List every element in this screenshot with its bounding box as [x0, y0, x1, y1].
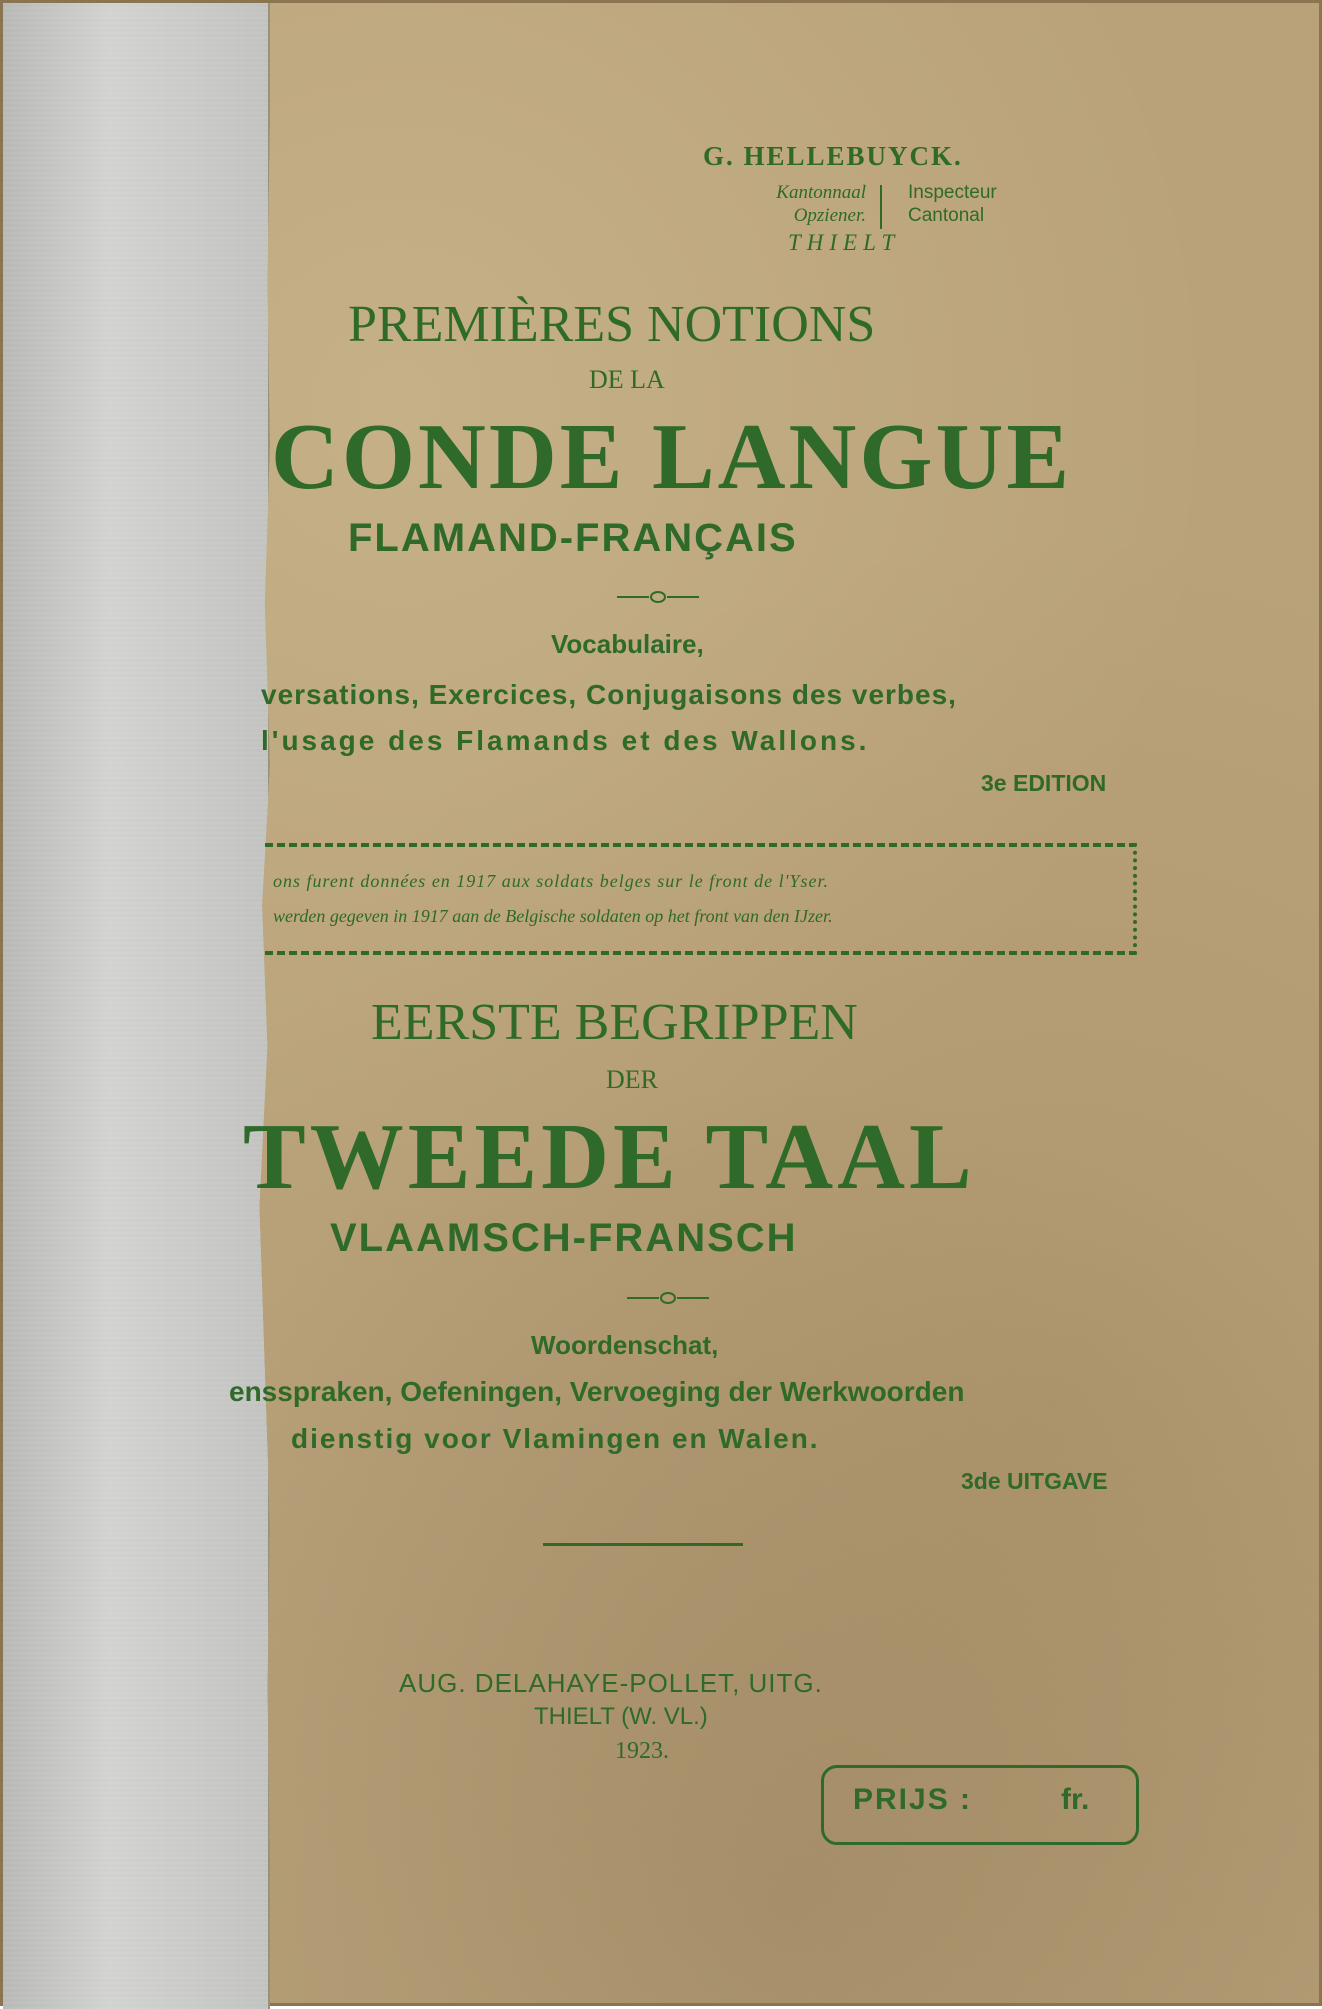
- author-title-fr-line1: Inspecteur: [908, 182, 997, 203]
- french-edition: 3e EDITION: [981, 770, 1107, 796]
- dutch-vocab: Woordenschat,: [531, 1330, 719, 1360]
- dutch-title-line1: EERSTE BEGRIPPEN: [371, 994, 858, 1051]
- notice-box: [265, 843, 1137, 955]
- author-city: THIELT: [788, 230, 901, 255]
- french-title-line2: DE LA: [589, 365, 665, 394]
- french-subtitle: FLAMAND-FRANÇAIS: [348, 516, 798, 560]
- french-main-title: CONDE LANGUE: [271, 405, 1073, 509]
- dutch-title-line2: DER: [606, 1065, 658, 1094]
- price-label: PRIJS :: [853, 1783, 973, 1816]
- author-name: G. HELLEBUYCK.: [703, 141, 963, 171]
- publisher-year: 1923.: [615, 1738, 669, 1764]
- rule-divider: [543, 1543, 743, 1546]
- author-title-fr-line2: Cantonal: [908, 205, 985, 226]
- notice-french: ons furent données en 1917 aux soldats belges sur le front de l'Yser.: [273, 871, 829, 891]
- author-title-nl-line2: Opziener.: [793, 205, 866, 226]
- french-contents: versations, Exercices, Conjugaisons des verbes,: [261, 679, 957, 710]
- author-title-nl: [708, 181, 866, 227]
- notice-dutch: werden gegeven in 1917 aan de Belgische soldaten op het front van den IJzer.: [273, 906, 833, 926]
- french-usage: l'usage des Flamands et des Wallons.: [261, 725, 870, 756]
- author-title-nl-line1: Kantonnaal: [776, 182, 866, 203]
- dutch-contents: ensspraken, Oefeningen, Vervoeging der Werkwoorden: [229, 1376, 965, 1407]
- french-title-line1: PREMIÈRES NOTIONS: [348, 296, 876, 353]
- author-title-divider: [880, 185, 882, 229]
- cloth-spine: [3, 3, 270, 2009]
- ornament-divider-nl: [623, 1288, 713, 1308]
- dutch-usage: dienstig voor Vlamingen en Walen.: [291, 1423, 820, 1454]
- publisher-place: THIELT (W. VL.): [534, 1703, 708, 1730]
- publisher-name: AUG. DELAHAYE-POLLET, UITG.: [399, 1668, 823, 1698]
- dutch-edition: 3de UITGAVE: [961, 1468, 1108, 1494]
- french-vocab: Vocabulaire,: [551, 629, 704, 659]
- ornament-divider-fr: [613, 587, 703, 607]
- dutch-main-title: TWEEDE TAAL: [243, 1105, 976, 1209]
- dutch-subtitle: VLAAMSCH-FRANSCH: [330, 1216, 798, 1260]
- price-unit: fr.: [1061, 1783, 1090, 1816]
- author-title-fr: [908, 181, 997, 227]
